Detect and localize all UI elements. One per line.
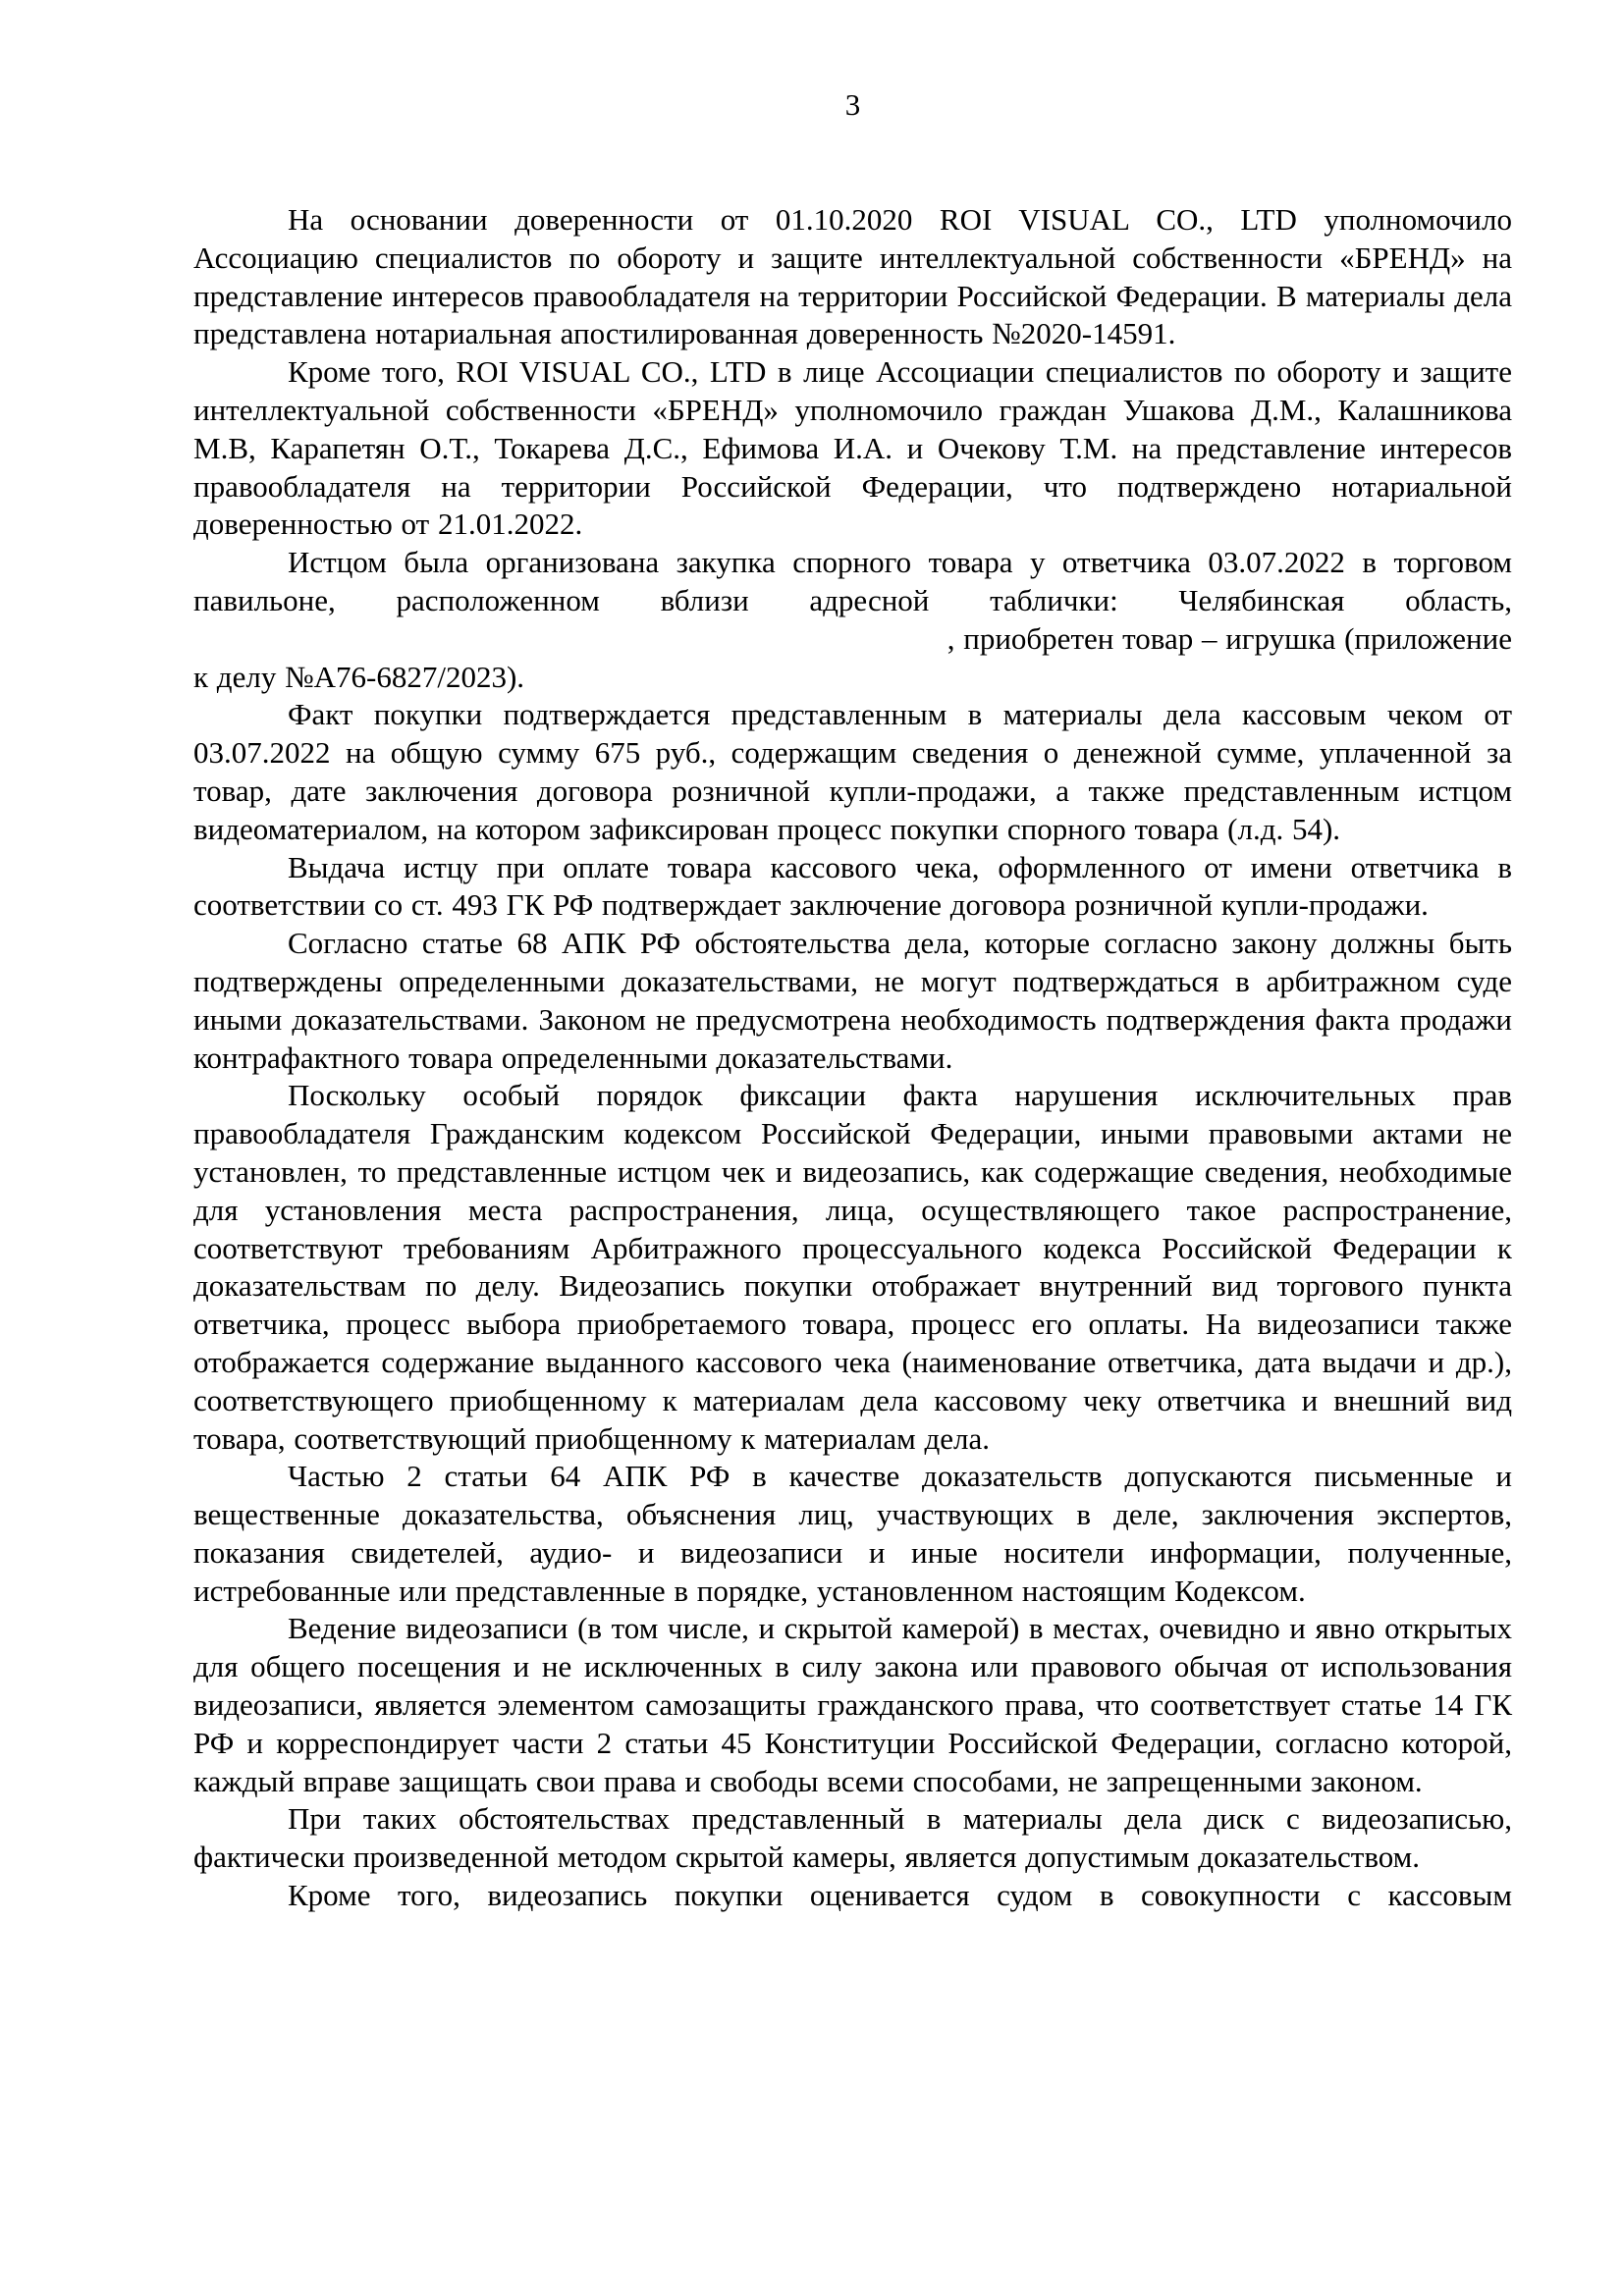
paragraph: При таких обстоятельствах представленный в материалы дела диск с видеозаписью, фактически произведенной методом скрытой камеры, является допустимым доказательством. [193,1801,1512,1875]
paragraph: На основании доверенности от 01.10.2020 ROI VISUAL CO., LTD уполномочило Ассоциацию специалистов по обороту и защите интеллектуальной собственности «БРЕНД» на представление интересов правообладателя на территории Российской Федерации. В материалы дела представлена нотариальная апостилированная доверенность №2020-14591. [193,202,1512,351]
paragraph: Поскольку особый порядок фиксации факта нарушения исключительных прав правообладателя Гражданским кодексом Российской Федерации, иными правовыми актами не установлен, то представленные истцом чек и видеозапись, как содержащие сведения, необходимые для установления места распространения, лица, осуществляющего такое распространение, соответствуют требованиям Арбитражного процессуального кодекса Российской Федерации к доказательствам по делу. Видеозапись покупки отображает внутренний вид торгового пункта ответчика, процесс выбора приобретаемого товара, процесс его оплаты. На видеозаписи также отображается содержание выданного кассового чека (наименование ответчика, дата выдачи и др.), соответствующего приобщенному к материалам дела кассовому чеку ответчика и внешний вид товара, соответствующий приобщенному к материалам дела. [193,1078,1512,1456]
paragraph: к делу №А76-6827/2023). [193,659,525,694]
paragraph: Факт покупки подтверждается представленным в материалы дела кассовым чеком от 03.07.2022 на общую сумму 675 руб., содержащим сведения о денежной сумме, уплаченной за товар, дате заключения договора розничной купли-продажи, а также представленным истцом видеоматериалом, на котором зафиксирован процесс покупки спорного товара (л.д. 54). [193,697,1512,846]
paragraph: Выдача истцу при оплате товара кассового чека, оформленного от имени ответчика в соответствии со ст. 493 ГК РФ подтверждает заключение договора розничной купли-продажи. [193,849,1512,923]
document-body [193,201,1512,1915]
paragraph: Кроме того, ROI VISUAL CO., LTD в лице Ассоциации специалистов по обороту и защите интеллектуальной собственности «БРЕНД» уполномочило граждан Ушакова Д.М., Калашникова М.В, Карапетян О.Т., Токарева Д.С., Ефимова И.А. и Очекову Т.М. на представление интересов правообладателя на территории Российской Федерации, что подтверждено нотариальной доверенностью от 21.01.2022. [193,354,1512,542]
paragraph: Ведение видеозаписи (в том числе, и скрытой камерой) в местах, очевидно и явно открытых для общего посещения и не исключенных в силу закона или правового обычая от использования видеозаписи, является элементом самозащиты гражданского права, что соответствует статье 14 ГК РФ и корреспондирует части 2 статьи 45 Конституции Российской Федерации, согласно которой, каждый вправе защищать свои права и свободы всеми способами, не запрещенными законом. [193,1611,1512,1798]
paragraph: Истцом была организована закупка спорного товара у ответчика 03.07.2022 в торговом павильоне, расположенном вблизи адресной таблички: Челябинская область, [193,545,1512,617]
paragraph: Кроме того, видеозапись покупки оценивается судом в совокупности с кассовым [288,1878,1512,1913]
paragraph: Частью 2 статьи 64 АПК РФ в качестве доказательств допускаются письменные и вещественные доказательства, объяснения лиц, участвующих в деле, заключения экспертов, показания свидетелей, аудио- и видеозаписи и иные носители информации, полученные, истребованные или представленные в порядке, установленном настоящим Кодексом. [193,1459,1512,1608]
paragraph: Согласно статье 68 АПК РФ обстоятельства дела, которые согласно закону должны быть подтверждены определенными доказательствами, не могут подтверждаться в арбитражном суде иными доказательствами. Законом не предусмотрена необходимость подтверждения факта продажи контрафактного товара определенными доказательствами. [193,926,1512,1075]
paragraph: , приобретен товар – игрушка (приложение [947,620,1512,656]
page-number: 3 [844,87,861,122]
